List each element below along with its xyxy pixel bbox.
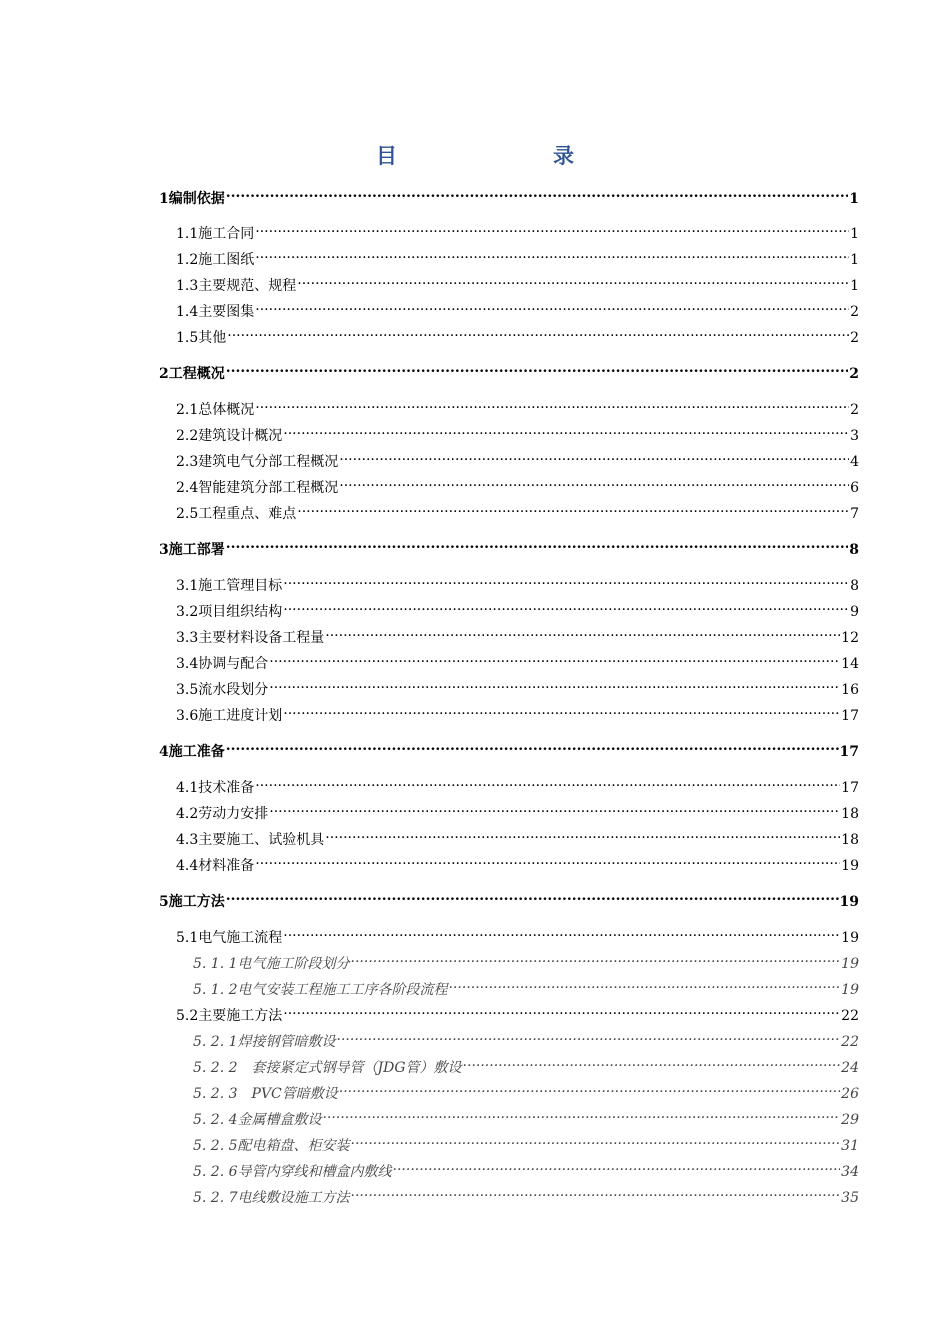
toc-entry[interactable] bbox=[176, 322, 859, 346]
toc-entry-page-number: 1 bbox=[849, 191, 859, 207]
toc-entry[interactable] bbox=[176, 472, 859, 496]
toc-entry-page-number: 22 bbox=[841, 1034, 859, 1050]
toc-dot-leader bbox=[283, 1000, 840, 1020]
toc-entry-page-number: 1 bbox=[850, 278, 859, 294]
toc-entry-label: 2.4智能建筑分部工程概况 bbox=[176, 480, 339, 496]
toc-entry-label: 5. 2. 6导管内穿线和槽盒内敷线 bbox=[193, 1164, 392, 1180]
toc-dot-leader bbox=[255, 850, 840, 870]
toc-entry[interactable] bbox=[159, 736, 859, 760]
toc-entry-page-number: 19 bbox=[841, 930, 859, 946]
toc-entry-page-number: 2 bbox=[849, 366, 859, 382]
toc-entry[interactable] bbox=[193, 1130, 859, 1154]
toc-title: 目 录 bbox=[376, 143, 612, 168]
toc-entry-page-number: 6 bbox=[850, 480, 859, 496]
toc-entry[interactable] bbox=[193, 1052, 859, 1076]
toc-entry-page-number: 19 bbox=[841, 982, 859, 998]
toc-dot-leader bbox=[283, 420, 849, 440]
toc-entry-page-number: 22 bbox=[841, 1008, 859, 1024]
toc-entry-label: 5.2主要施工方法 bbox=[176, 1008, 283, 1024]
toc-entry-label: 5施工方法 bbox=[159, 894, 225, 910]
toc-dot-leader bbox=[255, 244, 849, 264]
toc-entry-label: 5. 1. 1电气施工阶段划分 bbox=[193, 956, 350, 972]
toc-entry-label: 3.5流水段划分 bbox=[176, 682, 269, 698]
toc-entry[interactable] bbox=[193, 1078, 859, 1102]
toc-entry-page-number: 26 bbox=[841, 1086, 859, 1102]
toc-entry-page-number: 4 bbox=[850, 454, 859, 470]
toc-entry[interactable] bbox=[176, 700, 859, 724]
toc-dot-leader bbox=[283, 700, 840, 720]
toc-entry-label: 3.1施工管理目标 bbox=[176, 578, 283, 594]
toc-dot-leader bbox=[269, 648, 840, 668]
toc-entry-page-number: 18 bbox=[841, 806, 859, 822]
toc-dot-leader bbox=[226, 886, 839, 906]
toc-entry[interactable] bbox=[176, 798, 859, 822]
toc-entry-page-number: 2 bbox=[850, 402, 859, 418]
toc-entry[interactable] bbox=[176, 648, 859, 672]
toc-entry-label: 1.4主要图集 bbox=[176, 304, 255, 320]
toc-dot-leader bbox=[297, 498, 849, 518]
toc-dot-leader bbox=[323, 1104, 841, 1124]
toc-entry[interactable] bbox=[159, 534, 859, 558]
toc-dot-leader bbox=[339, 1078, 840, 1098]
toc-entry[interactable] bbox=[176, 498, 859, 522]
toc-entry-page-number: 16 bbox=[841, 682, 859, 698]
toc-entry[interactable] bbox=[176, 296, 859, 320]
toc-entry-label: 1.5其他 bbox=[176, 330, 227, 346]
toc-entry-label: 5. 2. 5配电箱盘、柜安装 bbox=[193, 1138, 350, 1154]
toc-entry-label: 4.1技术准备 bbox=[176, 780, 255, 796]
toc-entry[interactable] bbox=[193, 948, 859, 972]
toc-entry-page-number: 19 bbox=[839, 894, 859, 910]
toc-dot-leader bbox=[351, 948, 841, 968]
toc-entry-page-number: 1 bbox=[850, 252, 859, 268]
toc-entry[interactable] bbox=[176, 824, 859, 848]
toc-dot-leader bbox=[255, 218, 849, 238]
toc-entry-page-number: 1 bbox=[850, 226, 859, 242]
toc-entry-label: 1编制依据 bbox=[159, 191, 225, 207]
toc-entry[interactable] bbox=[176, 922, 859, 946]
toc-entry-label: 4.4材料准备 bbox=[176, 858, 255, 874]
toc-dot-leader bbox=[351, 1182, 841, 1202]
toc-entry[interactable] bbox=[176, 394, 859, 418]
toc-entry-page-number: 29 bbox=[841, 1112, 859, 1128]
toc-entry-page-number: 17 bbox=[841, 708, 859, 724]
toc-entry-page-number: 7 bbox=[850, 506, 859, 522]
toc-entry-page-number: 2 bbox=[850, 304, 859, 320]
toc-entry-label: 3.3主要材料设备工程量 bbox=[176, 630, 325, 646]
toc-entry[interactable] bbox=[176, 218, 859, 242]
toc-dot-leader bbox=[325, 824, 840, 844]
toc-entry[interactable] bbox=[176, 772, 859, 796]
toc-entry[interactable] bbox=[159, 886, 859, 910]
toc-entry[interactable] bbox=[193, 1104, 859, 1128]
toc-dot-leader bbox=[337, 1026, 841, 1046]
toc-entry[interactable] bbox=[176, 244, 859, 268]
toc-entry-label: 5. 2. 7电线敷设施工方法 bbox=[193, 1190, 350, 1206]
toc-entry-label: 2工程概况 bbox=[159, 366, 225, 382]
toc-entry-page-number: 3 bbox=[850, 428, 859, 444]
toc-entry[interactable] bbox=[176, 622, 859, 646]
toc-entry-label: 3施工部署 bbox=[159, 542, 225, 558]
toc-entry-label: 5.1电气施工流程 bbox=[176, 930, 283, 946]
toc-dot-leader bbox=[255, 772, 840, 792]
toc-dot-leader bbox=[339, 446, 849, 466]
toc-entry-label: 1.2施工图纸 bbox=[176, 252, 255, 268]
toc-entry-label: 3.6施工进度计划 bbox=[176, 708, 283, 724]
toc-dot-leader bbox=[269, 798, 840, 818]
toc-entry-label: 2.5工程重点、难点 bbox=[176, 506, 297, 522]
toc-entry-label: 3.4协调与配合 bbox=[176, 656, 269, 672]
toc-entry[interactable] bbox=[176, 850, 859, 874]
toc-entry-page-number: 8 bbox=[849, 542, 859, 558]
toc-entry-page-number: 9 bbox=[850, 604, 859, 620]
toc-entry-page-number: 31 bbox=[841, 1138, 859, 1154]
toc-entry-page-number: 18 bbox=[841, 832, 859, 848]
toc-entry-page-number: 17 bbox=[839, 744, 859, 760]
toc-entry-page-number: 19 bbox=[841, 858, 859, 874]
toc-entry-label: 2.3建筑电气分部工程概况 bbox=[176, 454, 339, 470]
toc-entry[interactable] bbox=[159, 183, 859, 207]
toc-dot-leader bbox=[283, 922, 840, 942]
toc-entry-label: 5. 2. 3 PVC管暗敷设 bbox=[193, 1086, 338, 1102]
toc-entry-label: 2.1总体概况 bbox=[176, 402, 255, 418]
toc-entry[interactable] bbox=[193, 1182, 859, 1206]
toc-dot-leader bbox=[283, 596, 849, 616]
toc-dot-leader bbox=[449, 974, 841, 994]
toc-entry-page-number: 12 bbox=[841, 630, 859, 646]
toc-entry[interactable] bbox=[176, 1000, 859, 1024]
toc-dot-leader bbox=[226, 736, 839, 756]
toc-dot-leader bbox=[227, 322, 849, 342]
toc-entry-label: 4.3主要施工、试验机具 bbox=[176, 832, 325, 848]
toc-entry-label: 2.2建筑设计概况 bbox=[176, 428, 283, 444]
toc-dot-leader bbox=[351, 1130, 841, 1150]
toc-entry[interactable] bbox=[176, 596, 859, 620]
toc-entry-label: 1.3主要规范、规程 bbox=[176, 278, 297, 294]
toc-dot-leader bbox=[393, 1156, 841, 1176]
toc-dot-leader bbox=[226, 358, 849, 378]
toc-entry-label: 4.2劳动力安排 bbox=[176, 806, 269, 822]
toc-entry-label: 4施工准备 bbox=[159, 744, 225, 760]
toc-entry-label: 5. 2. 1焊接钢管暗敷设 bbox=[193, 1034, 336, 1050]
toc-entry[interactable] bbox=[159, 358, 859, 382]
toc-entry-page-number: 24 bbox=[841, 1060, 859, 1076]
toc-dot-leader bbox=[255, 296, 849, 316]
toc-entry-page-number: 35 bbox=[841, 1190, 859, 1206]
toc-dot-leader bbox=[325, 622, 840, 642]
toc-entry[interactable] bbox=[176, 270, 859, 294]
toc-entry[interactable] bbox=[176, 420, 859, 444]
toc-dot-leader bbox=[226, 534, 849, 554]
toc-dot-leader bbox=[463, 1052, 841, 1072]
toc-dot-leader bbox=[255, 394, 849, 414]
toc-entry-page-number: 19 bbox=[841, 956, 859, 972]
toc-entry-page-number: 34 bbox=[841, 1164, 859, 1180]
toc-dot-leader bbox=[297, 270, 849, 290]
toc-entry-page-number: 14 bbox=[841, 656, 859, 672]
toc-entry-page-number: 8 bbox=[850, 578, 859, 594]
toc-entry-label: 1.1施工合同 bbox=[176, 226, 255, 242]
toc-entry-label: 5. 1. 2电气安装工程施工工序各阶段流程 bbox=[193, 982, 448, 998]
toc-entry-label: 3.2项目组织结构 bbox=[176, 604, 283, 620]
toc-dot-leader bbox=[283, 570, 849, 590]
toc-entry-page-number: 17 bbox=[841, 780, 859, 796]
toc-entry-label: 5. 2. 2 套接紧定式钢导管（JDG管）敷设 bbox=[193, 1060, 462, 1076]
toc-entry[interactable] bbox=[176, 570, 859, 594]
toc-entry[interactable] bbox=[176, 446, 859, 470]
toc-dot-leader bbox=[226, 183, 849, 203]
toc-entry[interactable] bbox=[193, 1156, 859, 1180]
toc-entry[interactable] bbox=[193, 1026, 859, 1050]
toc-entry-label: 5. 2. 4金属槽盒敷设 bbox=[193, 1112, 322, 1128]
toc-entry-page-number: 2 bbox=[850, 330, 859, 346]
toc-dot-leader bbox=[339, 472, 849, 492]
toc-dot-leader bbox=[269, 674, 840, 694]
toc-entry[interactable] bbox=[176, 674, 859, 698]
toc-entry[interactable] bbox=[193, 974, 859, 998]
